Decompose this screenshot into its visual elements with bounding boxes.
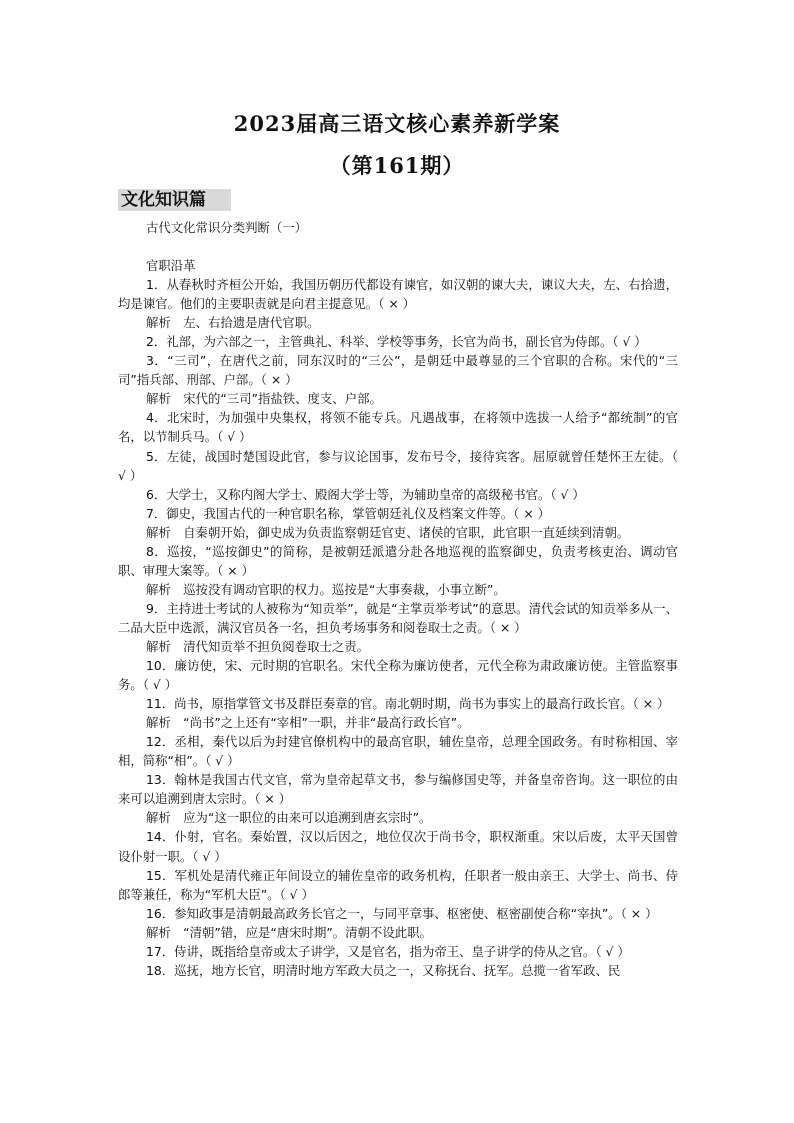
paragraph: 11．尚书，原指掌管文书及群臣奏章的官。南北朝时期，尚书为事实上的最高行政长官。（ × ） (146, 696, 670, 712)
paragraph: 3．“三司”，在唐代之前，同东汉时的“三公”，是朝廷中最尊显的三个官职的合称。宋代的“三司”指兵部、刑部、户部。（ × ） (118, 353, 678, 388)
paragraph-list (118, 275, 678, 980)
paragraph: 7．御史，我国古代的一种官职名称，掌管朝廷礼仪及档案文件等。（ × ） (146, 505, 551, 521)
paragraph: 15．军机处是清代雍正年间设立的辅佐皇帝的政务机构，任职者一般由亲王、大学士、尚书、侍郎等兼任，称为“军机大臣”。（ √ ） (118, 867, 678, 902)
paragraph: 12．丞相，秦代以后为封建官僚机构中的最高官职，辅佐皇帝，总理全国政务。有时称相国、宰相，简称“相”。（ √ ） (118, 734, 678, 769)
paragraph: 解析 清代知贡举不担负阅卷取士之责。 (146, 638, 370, 654)
page-title: 2023届高三语文核心素养新学案 (233, 111, 561, 136)
document-body (118, 218, 678, 980)
paragraph: 10．廉访使，宋、元时期的官职名。宋代全称为廉访使者，元代全称为肃政廉访使。主管监察事务。（ √ ） (118, 658, 678, 693)
category-heading: 官职沿革 (146, 258, 196, 274)
paragraph: 14．仆射，官名。秦始置，汉以后因之，地位仅次于尚书令，职权渐重。宋以后废，太平天国曾设仆射一职。（ √ ） (118, 829, 678, 864)
paragraph: 4．北宋时，为加强中央集权，将领不能专兵。凡遇战事，在将领中选拔一人给予“都统制”的官名，以节制兵马。（ √ ） (118, 410, 678, 445)
paragraph: 1．从春秋时齐桓公开始，我国历朝历代都设有谏官，如汉朝的谏大夫，谏议大夫，左、右拾遗，均是谏官。他们的主要职责就是向君主提意见。（ × ） (118, 277, 678, 312)
paragraph: 16．参知政事是清朝最高政务长官之一，与同平章事、枢密使、枢密副使合称“宰执”。（ × ） (146, 905, 658, 921)
paragraph: 解析 “清朝”错，应是“唐宋时期”。清朝不设此职。 (146, 924, 432, 940)
paragraph: 解析 左、右拾遗是唐代官职。 (146, 315, 320, 331)
paragraph: 6．大学士，又称内阁大学士、殿阁大学士等，为辅助皇帝的高级秘书官。（ √ ） (146, 486, 585, 502)
paragraph: 17．侍讲，既指给皇帝或太子讲学，又是官名，指为帝王、皇子讲学的侍从之官。（ √ ） (146, 943, 630, 959)
paragraph: 8．巡按，“巡按御史”的简称，是被朝廷派遣分赴各地巡视的监察御史，负责考核吏治、调动官职、审理大案等。（ × ） (118, 543, 678, 578)
paragraph: 2．礼部，为六部之一，主管典礼、科举、学校等事务，长官为尚书，副长官为侍郎。（ √ ） (146, 334, 647, 350)
issue-number: （第161期） (329, 153, 465, 178)
spacer (118, 237, 678, 256)
paragraph: 13．翰林是我国古代文官，常为皇帝起草文书，参与编修国史等，并备皇帝咨询。这一职位的由来可以追溯到唐太宗时。（ × ） (118, 772, 678, 807)
section-heading: 文化知识篇 (118, 189, 231, 211)
paragraph: 解析 自秦朝开始，御史成为负责监察朝廷官吏、诸侯的官职，此官职一直延续到清朝。 (146, 524, 630, 540)
paragraph: 18．巡抚，地方长官，明清时地方军政大员之一，又称抚台、抚军。总揽一省军政、民 (146, 962, 621, 978)
paragraph: 5．左徒，战国时楚国设此官，参与议论国事，发布号令，接待宾客。屈原就曾任楚怀王左徒。（ √ ） (118, 448, 678, 483)
paragraph: 解析 应为“这一职位的由来可以追溯到唐玄宗时”。 (146, 810, 432, 826)
subtitle: 古代文化常识分类判断（一） (146, 220, 308, 235)
paragraph: 9．主持进士考试的人被称为“知贡举”，就是“主掌贡举考试”的意思。清代会试的知贡举多从一、二品大臣中选派，满汉官员各一名，担负考场事务和阅卷取士之责。（ × ） (118, 600, 678, 635)
paragraph: 解析 “尚书”之上还有“宰相”一职，并非“最高行政长官”。 (146, 715, 470, 731)
paragraph: 解析 巡按没有调动官职的权力。巡按是“大事奏裁，小事立断”。 (146, 581, 506, 597)
paragraph: 解析 宋代的“三司”指盐铁、度支、户部。 (146, 391, 382, 407)
